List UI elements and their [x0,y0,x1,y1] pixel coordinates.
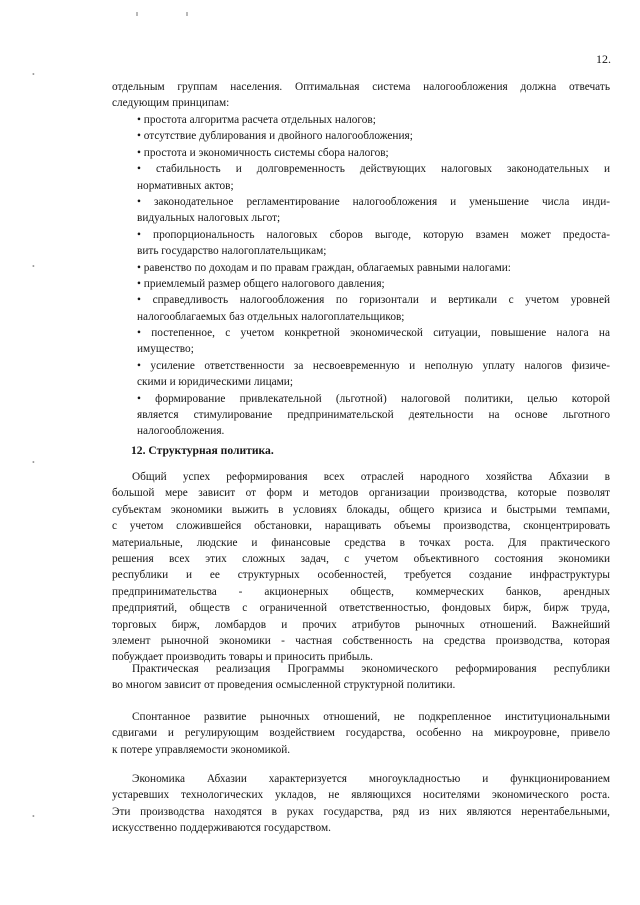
scan-speck [186,12,188,16]
section-heading: 12. Структурная политика. [131,444,274,457]
text-line: • простота и экономичность системы сбора налогов; [137,146,389,159]
text-line: налогооблагаемых баз отдельных налогоплательщиков; [137,310,405,323]
intro-paragraph [112,79,610,112]
text-line: с учетом сложившейся обстановки, наращивать объемы производства, сконцентрировать [112,520,610,533]
paragraph-spontaneous-development [112,709,610,758]
text-line: • пропорциональность налоговых сборов выгоде, которую взамен может предоста- [137,228,610,241]
text-line: субъектам экономики выжить в условиях блокады, общего кризиса и быстрыми темпами, [112,503,610,516]
text-line: Спонтанное развитие рыночных отношений, не подкрепленное институциональными [132,711,610,723]
text-line: • приемлемый размер общего налогового давления; [137,277,385,290]
text-line: Общий успех реформирования всех отраслей народного хозяйства Абхазии в [132,471,610,483]
text-line: • простота алгоритма расчета отдельных налогов; [137,114,376,126]
text-line: элемент рыночной экономики - частная собственность на средства производства, которая [112,634,610,647]
text-line: является стимулирование предпринимательской деятельности на основе льготного [137,409,610,422]
text-line: видуальных налоговых льгот; [137,212,281,225]
principles-list [112,112,610,440]
binding-hole-mark: • [32,458,35,467]
text-line: сдвигами и регулирующим воздействием государства, особенно на микроуровне, привело [112,727,610,740]
text-line: во многом зависит от проведения осмысленной структурной политики. [112,679,456,692]
text-line: Эти производства находятся в руках государства, ряд из них являются нерентабельными, [112,805,610,818]
text-line: • справедливость налогообложения по горизонтали и вертикали с учетом уровней [137,294,610,307]
text-line: • отсутствие дублирования и двойного налогообложения; [137,130,413,143]
text-line: материальные, людские и финансовые средства в точках роста. Для практического [112,536,610,549]
text-line: скими и юридическими лицами; [137,376,293,389]
text-line: Практическая реализация Программы экономического реформирования республики [132,663,610,675]
text-line: торговых бирж, ломбардов и прочих атрибутов рыночных отношений. Важнейший [112,618,610,631]
paragraph-economy-of-abkhazia [112,771,610,837]
text-line: искусственно поддерживаются государством. [112,822,331,835]
text-line: имущество; [137,343,194,356]
text-line: побуждает производить товары и приносить прибыль. [112,651,373,664]
binding-hole-mark: • [32,262,35,271]
text-line: следующим принципам: [112,97,230,110]
text-line: нормативных актов; [137,179,234,192]
text-line: • формирование привлекательной (льготной) налоговой политики, целью которой [137,392,610,405]
text-line: предприятий, обществ с ограниченной ответственностью, фондовых бирж, бирж труда, [112,602,610,615]
text-line: большой мере зависит от форм и методов организации производства, которые позволят [112,487,610,500]
text-line: отдельным группам населения. Оптимальная система налогообложения должна отвечать [112,81,610,93]
paragraph-practical-implementation [112,661,610,694]
binding-hole-mark: • [32,812,35,821]
page-number: 12. [596,52,611,66]
text-line: • равенство по доходам и по правам граждан, облагаемых равными налогами: [137,261,511,274]
text-line: решения всех этих сложных задач, с учетом объективного состояния экономики [112,552,610,565]
text-line: предпринимательства - акционерных обществ, коммерческих банков, арендных [112,585,610,598]
text-line: устаревших технологических укладов, не являющихся носителями экономического роста. [112,789,610,802]
text-line: Экономика Абхазии характеризуется многоукладностью и функционированием [132,773,610,785]
text-line: республики и ее структурных особенностей, требуется создание инфраструктуры [112,569,610,582]
text-line: к потере управляемости экономикой. [112,743,291,756]
binding-hole-mark: • [32,70,35,79]
text-line: • усиление ответственности за несвоевременную и неполную уплату налогов физиче- [137,359,610,372]
text-line: • законодательное регламентирование налогообложения и уменьшение числа инди- [137,195,610,208]
text-line: • стабильность и долговременность действующих налоговых законодательных и [137,163,610,176]
text-line: налогообложения. [137,425,225,438]
paragraph-overall-success [112,469,610,666]
text-line: вить государство налогоплательщикам; [137,245,327,258]
scan-speck [136,12,138,16]
text-line: • постепенное, с учетом конкретной экономической ситуации, повышение налога на [137,327,610,340]
